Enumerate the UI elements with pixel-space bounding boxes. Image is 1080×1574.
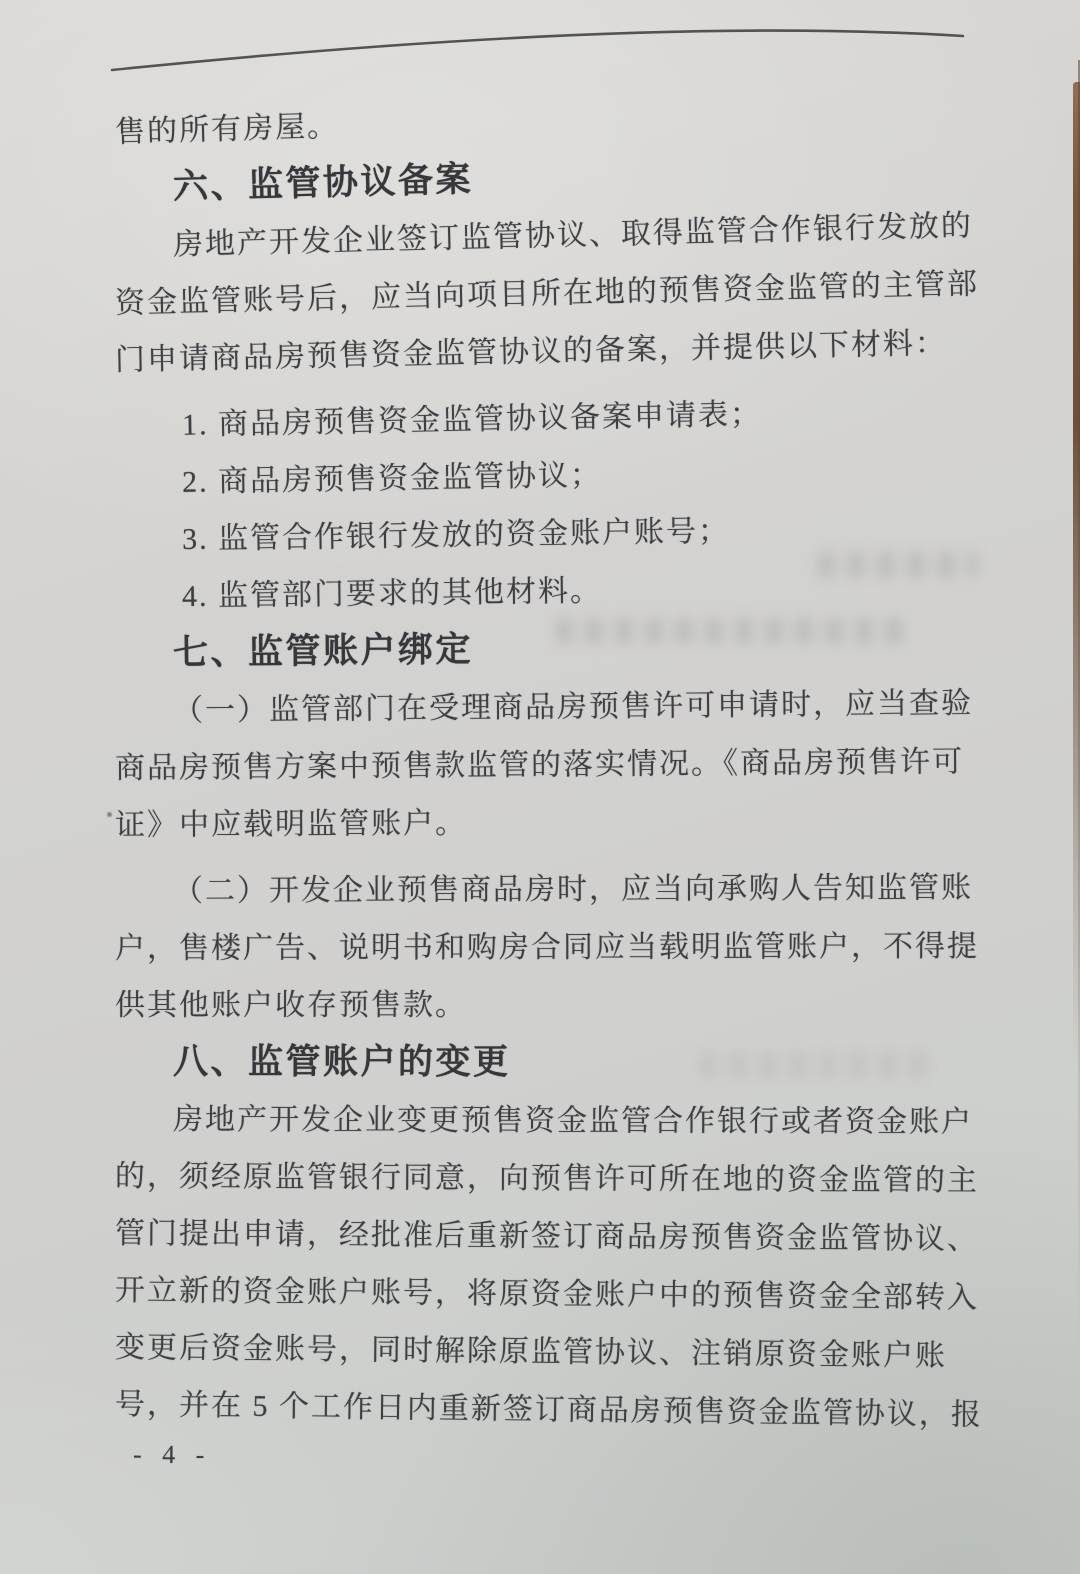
text-line: 的，须经原监管银行同意，向预售许可所在地的资金监管的主 [114, 1159, 980, 1197]
text-line: （一）监管部门在受理商品房预售许可申请时，应当查验 [172, 686, 974, 727]
text-line: 商品房预售方案中预售款监管的落实情况。《商品房预售许可 [114, 744, 965, 785]
text-line: 证》中应载明监管账户。 [114, 806, 468, 842]
section-heading: 七、监管账户绑定 [172, 629, 474, 672]
text-line: 门申请商品房预售资金监管协议的备案，并提供以下材料： [114, 326, 948, 377]
text-line: 3. 监管合作银行发放的资金账户账号； [181, 514, 731, 556]
text-line: 1. 商品房预售资金监管协议备案申请表； [181, 397, 763, 442]
text-line: 开立新的资金账户账号，将原资金账户中的预售资金全部转入 [114, 1273, 980, 1315]
section-heading: 八、监管账户的变更 [172, 1041, 511, 1082]
text-line: 资金监管账号后，应当向项目所在地的预售资金监管的主管部 [114, 267, 980, 320]
text-line: 房地产开发企业签订监管协议、取得监管合作银行发放的 [172, 208, 974, 262]
text-line: 户，售楼广告、说明书和购房合同应当载明监管账户，不得提 [114, 929, 980, 965]
text-line: 管门提出申请，经批准后重新签订商品房预售资金监管协议、 [114, 1216, 980, 1256]
section-heading: 六、监管协议备案 [172, 159, 474, 206]
page-number: - 4 - [132, 1439, 212, 1470]
text-line: 4. 监管部门要求的其他材料。 [181, 574, 603, 613]
ink-speck [107, 812, 112, 817]
text-block [114, 100, 1020, 1432]
text-line: 房地产开发企业变更预售资金监管合作银行或者资金账户 [172, 1102, 974, 1139]
text-line: （二）开发企业预售商品房时，应当向承购人告知监管账 [172, 870, 974, 908]
text-line: 供其他账户收存预售款。 [114, 988, 468, 1022]
text-line: 2. 商品房预售资金监管协议； [181, 458, 603, 499]
text-line: 变更后资金账号，同时解除原监管协议、注销原资金账户账 [114, 1330, 948, 1373]
text-line: 号，并在 5 个工作日内重新签订商品房预售资金监管协议，报 [114, 1387, 984, 1432]
text-line: 售的所有房屋。 [114, 109, 340, 149]
